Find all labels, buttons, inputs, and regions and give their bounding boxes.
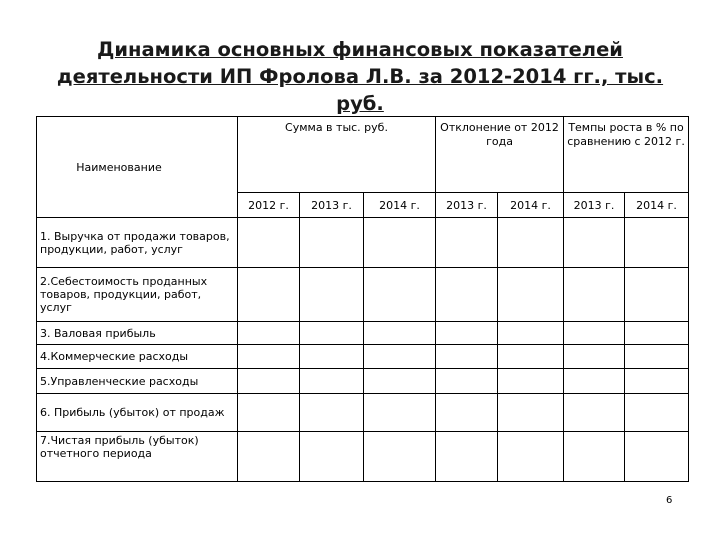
data-cell bbox=[625, 345, 689, 369]
data-cell bbox=[564, 432, 625, 482]
data-cell bbox=[564, 218, 625, 268]
year-header: 2013 г. bbox=[436, 193, 498, 218]
year-header: 2014 г. bbox=[364, 193, 436, 218]
data-cell bbox=[498, 345, 564, 369]
data-cell bbox=[300, 268, 364, 322]
year-header: 2012 г. bbox=[238, 193, 300, 218]
data-cell bbox=[300, 432, 364, 482]
data-cell bbox=[564, 268, 625, 322]
table-row bbox=[37, 218, 689, 268]
data-cell bbox=[238, 218, 300, 268]
row-label: 7.Чистая прибыль (убыток) отчетного периода bbox=[37, 432, 238, 482]
data-cell bbox=[238, 322, 300, 345]
row-label: 4.Коммерческие расходы bbox=[37, 345, 238, 369]
data-cell bbox=[625, 268, 689, 322]
data-cell bbox=[436, 369, 498, 394]
growth-group-header: Темпы роста в % по сравнению с 2012 г. bbox=[564, 117, 689, 193]
table-row bbox=[37, 345, 689, 369]
financial-indicators-table bbox=[36, 116, 689, 482]
data-cell bbox=[564, 322, 625, 345]
data-cell bbox=[498, 432, 564, 482]
year-header: 2014 г. bbox=[498, 193, 564, 218]
row-label: 6. Прибыль (убыток) от продаж bbox=[37, 394, 238, 432]
data-cell bbox=[564, 345, 625, 369]
data-cell bbox=[625, 369, 689, 394]
year-header: 2013 г. bbox=[300, 193, 364, 218]
table-row bbox=[37, 432, 689, 482]
data-cell bbox=[238, 394, 300, 432]
data-cell bbox=[498, 268, 564, 322]
data-cell bbox=[364, 268, 436, 322]
row-label: 1. Выручка от продажи товаров, продукции, работ, услуг bbox=[37, 218, 238, 268]
data-cell bbox=[625, 394, 689, 432]
page-title: Динамика основных финансовых показателей деятельности ИП Фролова Л.В. за 2012-2014 гг., тыс. руб. bbox=[56, 38, 664, 115]
data-cell bbox=[300, 322, 364, 345]
data-cell bbox=[436, 218, 498, 268]
data-cell bbox=[364, 394, 436, 432]
data-cell bbox=[498, 394, 564, 432]
data-cell bbox=[498, 322, 564, 345]
data-cell bbox=[625, 218, 689, 268]
data-cell bbox=[300, 345, 364, 369]
table-row bbox=[37, 268, 689, 322]
data-cell bbox=[238, 268, 300, 322]
page-number: 6 bbox=[666, 495, 673, 506]
data-cell bbox=[436, 432, 498, 482]
table-row bbox=[37, 322, 689, 345]
table-header-row bbox=[37, 117, 689, 193]
table-row bbox=[37, 369, 689, 394]
data-cell bbox=[238, 432, 300, 482]
deviation-group-header: Отклонение от 2012 года bbox=[436, 117, 564, 193]
data-cell bbox=[498, 218, 564, 268]
data-cell bbox=[625, 322, 689, 345]
sum-group-header: Сумма в тыс. руб. bbox=[238, 117, 436, 193]
data-cell bbox=[364, 369, 436, 394]
data-cell bbox=[300, 394, 364, 432]
data-cell bbox=[300, 369, 364, 394]
data-cell bbox=[436, 394, 498, 432]
row-label: 5.Управленческие расходы bbox=[37, 369, 238, 394]
data-cell bbox=[364, 432, 436, 482]
data-cell bbox=[364, 322, 436, 345]
data-cell bbox=[300, 218, 364, 268]
data-cell bbox=[625, 432, 689, 482]
data-cell bbox=[364, 218, 436, 268]
data-cell bbox=[498, 369, 564, 394]
year-header: 2013 г. bbox=[564, 193, 625, 218]
data-cell bbox=[436, 345, 498, 369]
data-cell bbox=[238, 369, 300, 394]
data-cell bbox=[564, 394, 625, 432]
year-header: 2014 г. bbox=[625, 193, 689, 218]
data-cell bbox=[238, 345, 300, 369]
row-label: 2.Себестоимость проданных товаров, продукции, работ, услуг bbox=[37, 268, 238, 322]
table-row bbox=[37, 394, 689, 432]
data-cell bbox=[364, 345, 436, 369]
data-cell bbox=[436, 322, 498, 345]
data-cell bbox=[564, 369, 625, 394]
data-cell bbox=[436, 268, 498, 322]
name-column-header: Наименование bbox=[37, 117, 238, 218]
row-label: 3. Валовая прибыль bbox=[37, 322, 238, 345]
